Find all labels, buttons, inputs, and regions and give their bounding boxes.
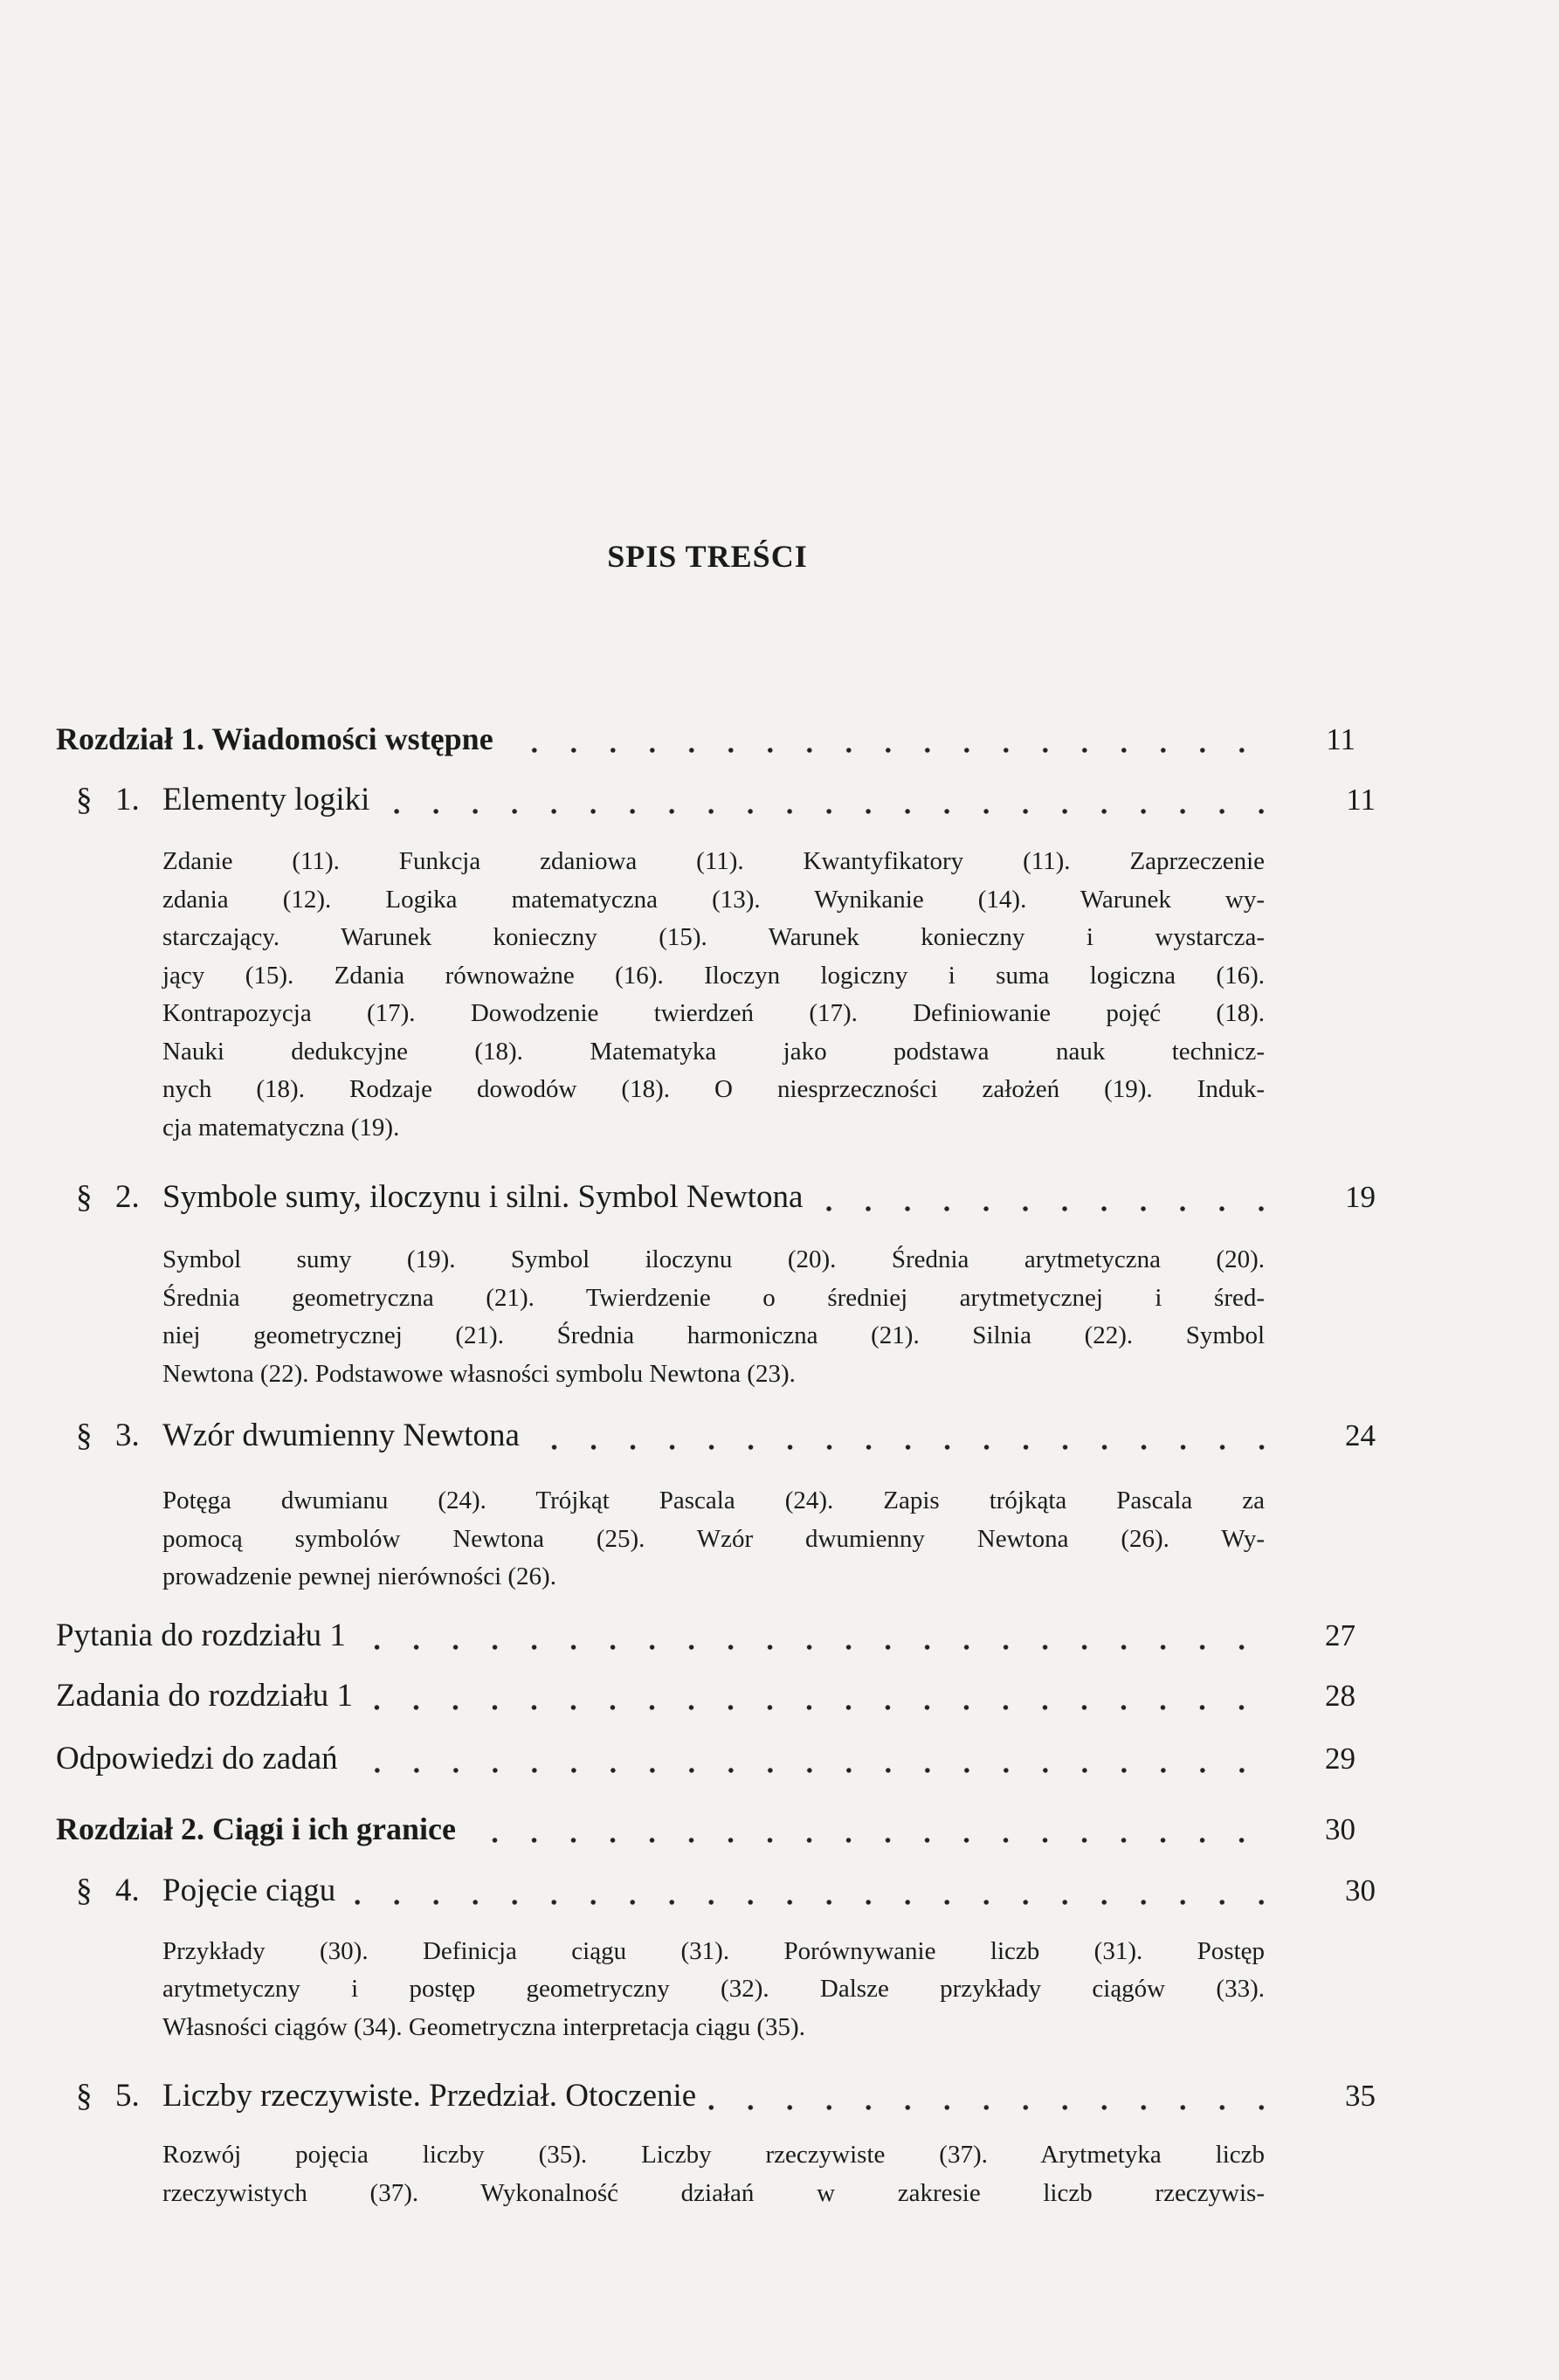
page-number: 35 <box>1345 2079 1376 2113</box>
entry-description <box>162 843 1265 1147</box>
entry-title: Rozdział 2. Ciągi i ich granice <box>56 1811 456 1846</box>
entry-description-line: Rozwój pojęcia liczby (35). Liczby rzeczywiste (37). Arytmetyka liczb <box>162 2141 1265 2169</box>
section-sign: § <box>76 2078 93 2114</box>
toc-entry-section[interactable] <box>0 1869 1376 1913</box>
toc-entry-section[interactable] <box>0 2074 1376 2118</box>
dot-leader <box>506 717 1261 761</box>
page-number: 11 <box>1346 783 1376 817</box>
dot-leader <box>358 1614 1261 1658</box>
entry-description-line: Newtona (22). Podstawowe własności symbolu Newtona (23). <box>162 1359 796 1388</box>
entry-description-line: jący (15). Zdania równoważne (16). Iloczyn logiczny i suma logiczna (16). <box>162 961 1265 990</box>
entry-title: Elementy logiki <box>162 782 370 817</box>
dot-leader <box>815 1176 1281 1219</box>
entry-description <box>162 1933 1265 2047</box>
entry-title: Pytania do rozdziału 1 <box>56 1617 346 1653</box>
toc-entry-chapter[interactable] <box>0 1807 1356 1851</box>
entry-title: Pojęcie ciągu <box>162 1872 336 1908</box>
entry-description <box>162 2136 1265 2212</box>
page-number: 30 <box>1345 1873 1376 1907</box>
entry-description-line: Przykłady (30). Definicja ciągu (31). Porównywanie liczb (31). Postęp <box>162 1936 1265 1965</box>
entry-description-line: arytmetyczny i postęp geometryczny (32). Dalsze przykłady ciągów (33). <box>162 1975 1265 2003</box>
toc-entry-section[interactable] <box>0 1176 1376 1219</box>
section-number: 2. <box>115 1179 140 1215</box>
entry-description-line: Symbol sumy (19). Symbol iloczynu (20). Średnia arytmetyczna (20). <box>162 1245 1265 1273</box>
toc-entry-plain[interactable] <box>0 1614 1356 1658</box>
page-number: 11 <box>1326 722 1356 756</box>
page-number: 19 <box>1345 1180 1376 1214</box>
entry-description-line: Własności ciągów (34). Geometryczna interpretacja ciągu (35). <box>162 2012 805 2041</box>
section-number: 1. <box>115 782 140 817</box>
entry-title: Rozdział 1. Wiadomości wstępne <box>56 721 493 756</box>
page-number: 29 <box>1325 1741 1356 1776</box>
page-number: 27 <box>1325 1618 1356 1652</box>
toc-entry-section[interactable] <box>0 1414 1376 1458</box>
entry-description <box>162 1482 1265 1597</box>
entry-description-line: Nauki dedukcyjne (18). Matematyka jako podstawa nauk technicz- <box>162 1037 1265 1066</box>
section-number: 4. <box>115 1872 140 1908</box>
entry-description-line: zdania (12). Logika matematyczna (13). Wynikanie (14). Warunek wy- <box>162 885 1265 914</box>
entry-description-line: Potęga dwumianu (24). Trójkąt Pascala (24). Zapis trójkąta Pascala za <box>162 1487 1265 1514</box>
table-of-contents <box>0 717 1559 2212</box>
entry-description-line: rzeczywistych (37). Wykonalność działań w zakresie liczb rzeczywis- <box>162 2178 1265 2207</box>
entry-description-line: prowadzenie pewnej nierówności (26). <box>162 1563 556 1590</box>
entry-description-line: starczający. Warunek konieczny (15). Warunek konieczny i wystarcza- <box>162 923 1265 951</box>
toc-entry-section[interactable] <box>0 778 1376 822</box>
section-sign: § <box>76 1418 93 1453</box>
toc-entry-plain[interactable] <box>0 1674 1356 1718</box>
dot-leader <box>348 1869 1281 1913</box>
entry-title: Liczby rzeczywiste. Przedział. Otoczenie <box>162 2078 697 2114</box>
section-sign: § <box>76 1179 93 1215</box>
page-number: 30 <box>1325 1811 1356 1846</box>
section-sign: § <box>76 782 93 817</box>
entry-description-line: cja matematyczna (19). <box>162 1113 400 1142</box>
entry-description-line: nych (18). Rodzaje dowodów (18). O niesprzeczności założeń (19). Induk- <box>162 1075 1265 1103</box>
toc-entry-chapter[interactable] <box>0 717 1356 761</box>
dot-leader <box>350 1737 1261 1781</box>
toc-entry-plain[interactable] <box>0 1737 1356 1781</box>
dot-leader <box>468 1807 1261 1851</box>
entry-description <box>162 1241 1265 1393</box>
entry-description-line: Zdanie (11). Funkcja zdaniowa (11). Kwantyfikatory (11). Zaprzeczenie <box>162 847 1265 875</box>
page-title: SPIS TREŚCI <box>607 539 808 574</box>
dot-leader <box>382 778 1281 822</box>
page-number: 24 <box>1345 1418 1376 1452</box>
section-number: 3. <box>115 1418 140 1453</box>
entry-title: Odpowiedzi do zadań <box>56 1740 338 1776</box>
dot-leader <box>708 2074 1281 2118</box>
page-number: 28 <box>1325 1678 1356 1713</box>
dot-leader <box>532 1414 1281 1458</box>
entry-title: Symbole sumy, iloczynu i silni. Symbol Newtona <box>162 1179 804 1215</box>
dot-leader <box>365 1674 1261 1718</box>
section-sign: § <box>76 1872 93 1908</box>
entry-description-line: Kontrapozycja (17). Dowodzenie twierdzeń (17). Definiowanie pojęć (18). <box>162 999 1265 1027</box>
entry-description-line: pomocą symbolów Newtona (25). Wzór dwumienny Newtona (26). Wy- <box>162 1524 1265 1553</box>
entry-title: Wzór dwumienny Newtona <box>162 1418 520 1453</box>
section-number: 5. <box>115 2078 140 2114</box>
entry-description-line: niej geometrycznej (21). Średnia harmoniczna (21). Silnia (22). Symbol <box>162 1321 1265 1349</box>
entry-description-line: Średnia geometryczna (21). Twierdzenie o średniej arytmetycznej i śred- <box>162 1283 1265 1312</box>
entry-title: Zadania do rozdziału 1 <box>56 1677 354 1714</box>
